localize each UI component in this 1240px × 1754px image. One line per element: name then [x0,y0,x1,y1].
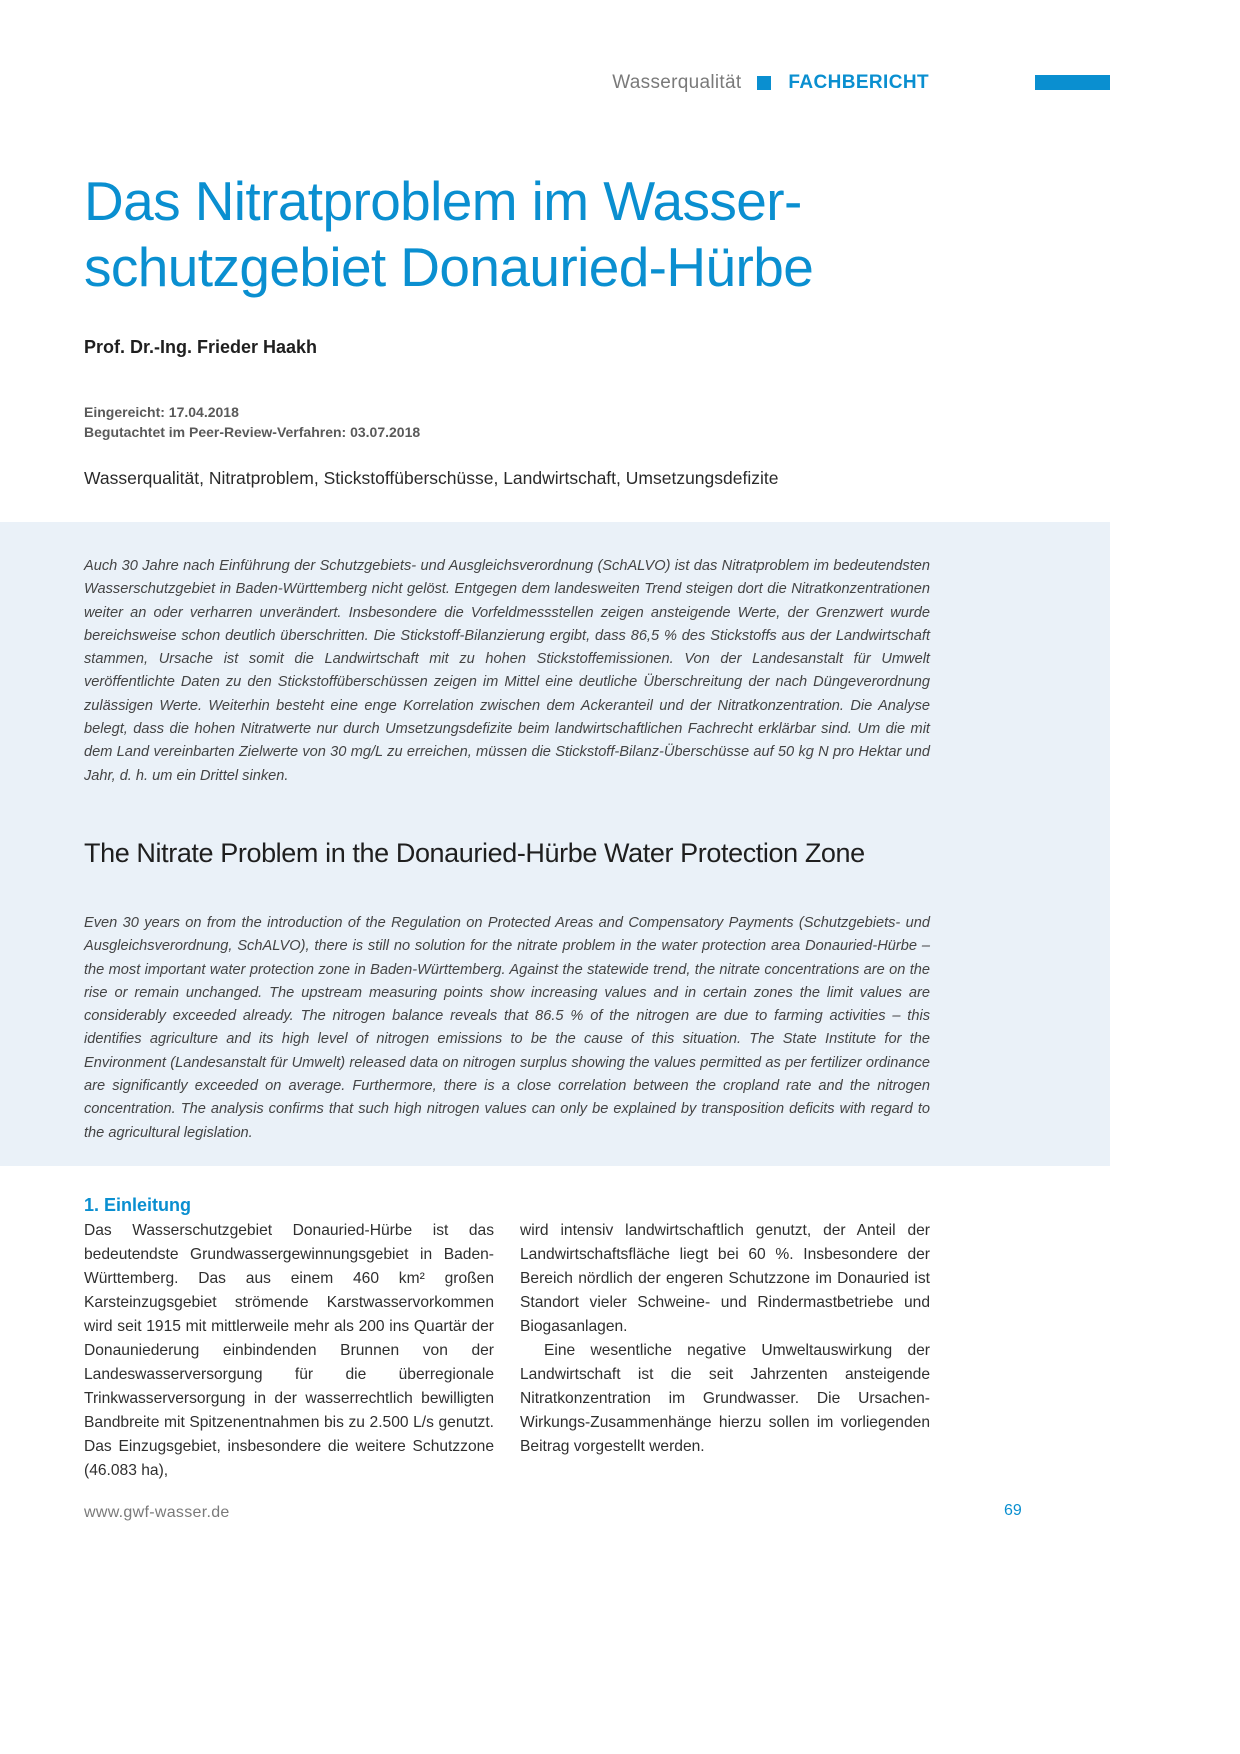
keywords: Wasserqualität, Nitratproblem, Stickstoffüberschüsse, Landwirtschaft, Umsetzungsdefizite [84,468,779,488]
article-title [84,168,984,300]
running-header [612,72,929,94]
page-number: 69 [1004,1502,1022,1519]
body-column-left [84,1219,494,1483]
english-title: The Nitrate Problem in the Donauried-Hürbe Water Protection Zone [84,838,865,868]
body-column-right [520,1219,930,1459]
header-accent-bar [1035,75,1110,90]
reviewed-date: Begutachtet im Peer-Review-Verfahren: 03.07.2018 [84,424,421,440]
abstract-english: Even 30 years on from the introduction of the Regulation on Protected Areas and Compensatory Payments (Schutzgebiets- und Ausgleichsverordnung, SchALVO), there is still no solution for the nitrate problem in the water protection area Donauried-Hürbe – the most important water protection zone in Baden-Württemberg. Against the statewide trend, the nitrate concentrations are on the rise or remain unchanged. The upstream measuring points show increasing values and in certain zones the limit values are considerably exceeded already. The nitrogen balance reveals that 86.5 % of the nitrogen are due to farming activities – this identifies agriculture and its high level of nitrogen emissions to be the cause of this situation. The State Institute for the Environment (Landesanstalt für Umwelt) released data on nitrogen surplus showing the values permitted as per fertilizer ordinance are significantly exceeded on average. Furthermore, there is a close correlation between the cropland rate and the nitrogen concentration. The analysis confirms that such high nitrogen values can only be explained by transposition deficits with regard to the agricultural legislation. [84,915,930,1141]
article-title-line: schutzgebiet Donauried-Hürbe [84,236,814,298]
submission-dates [84,402,420,442]
body-paragraph: Das Wasserschutzgebiet Donauried-Hürbe ist das bedeutendste Grundwassergewinnungsgebiet in Baden-Württemberg. Das aus einem 460 km² großen Karsteinzugsgebiet strömende Karstwasservorkommen wird seit 1915 mit mittlerweile mehr als 200 ins Quartär der Donauniederung einbindenden Brunnen von der Landeswasserversorgung für die überregionale Trinkwasserversorgung in der wasserrechtlich bewilligten Bandbreite mit Spitzenentnahmen bis zu 2.500 L/s genutzt. Das Einzugsgebiet, insbesondere die weitere Schutzzone (46.083 ha), [84,1222,494,1479]
body-paragraph: Eine wesentliche negative Umweltauswirkung der Landwirtschaft ist die seit Jahrzenten ansteigende Nitratkonzentration im Grundwasser. Die Ursachen-Wirkungs-Zusammenhänge hierzu sollen im vorliegenden Beitrag vorgestellt werden. [520,1342,930,1455]
body-paragraph: wird intensiv landwirtschaftlich genutzt, der Anteil der Landwirtschaftsfläche liegt bei 60 %. Insbesondere der Bereich nördlich der engeren Schutzzone im Donauried ist Standort vieler Schweine- und Rindermastbetriebe und Biogasanlagen. [520,1222,930,1335]
footer-website-url: www.gwf-wasser.de [84,1504,230,1521]
header-square-marker [757,76,771,90]
article-title-line: Das Nitratproblem im Wasser- [84,170,802,232]
header-section-label: Wasserqualität [612,72,742,93]
header-article-type: FACHBERICHT [788,72,929,93]
author-name: Prof. Dr.-Ing. Frieder Haakh [84,337,318,357]
abstract-german: Auch 30 Jahre nach Einführung der Schutzgebiets- und Ausgleichsverordnung (SchALVO) ist das Nitratproblem im bedeutendsten Wasserschutzgebiet in Baden-Württemberg nicht gelöst. Entgegen dem landesweiten Trend steigen dort die Nitratkonzentrationen weiter an oder verharren unverändert. Insbesondere die Vorfeldmessstellen zeigen ansteigende Werte, der Grenzwert wurde bereichsweise schon deutlich überschritten. Die Stickstoff-Bilanzierung ergibt, dass 86,5 % des Stickstoffs aus der Landwirtschaft stammen, Ursache ist somit die Landwirtschaft mit zu hohen Stickstoffemissionen. Von der Landesanstalt für Umwelt veröffentlichte Daten zu den Stickstoffüberschüssen zeigen im Mittel eine deutliche Überschreitung der nach Düngeverordnung zulässigen Werte. Weiterhin besteht eine enge Korrelation zwischen dem Ackeranteil und der Nitratkonzentration. Die Analyse belegt, dass die hohen Nitratwerte nur durch Umsetzungsdefizite beim landwirtschaftlichen Fachrecht erklärbar sind. Um die mit dem Land vereinbarten Zielwerte von 30 mg/L zu erreichen, müssen die Stickstoff-Bilanz-Überschüsse auf 50 kg N pro Hektar und Jahr, d. h. um ein Drittel sinken. [84,558,930,784]
submitted-date: Eingereicht: 17.04.2018 [84,404,239,420]
section-heading-introduction: 1. Einleitung [84,1195,192,1215]
